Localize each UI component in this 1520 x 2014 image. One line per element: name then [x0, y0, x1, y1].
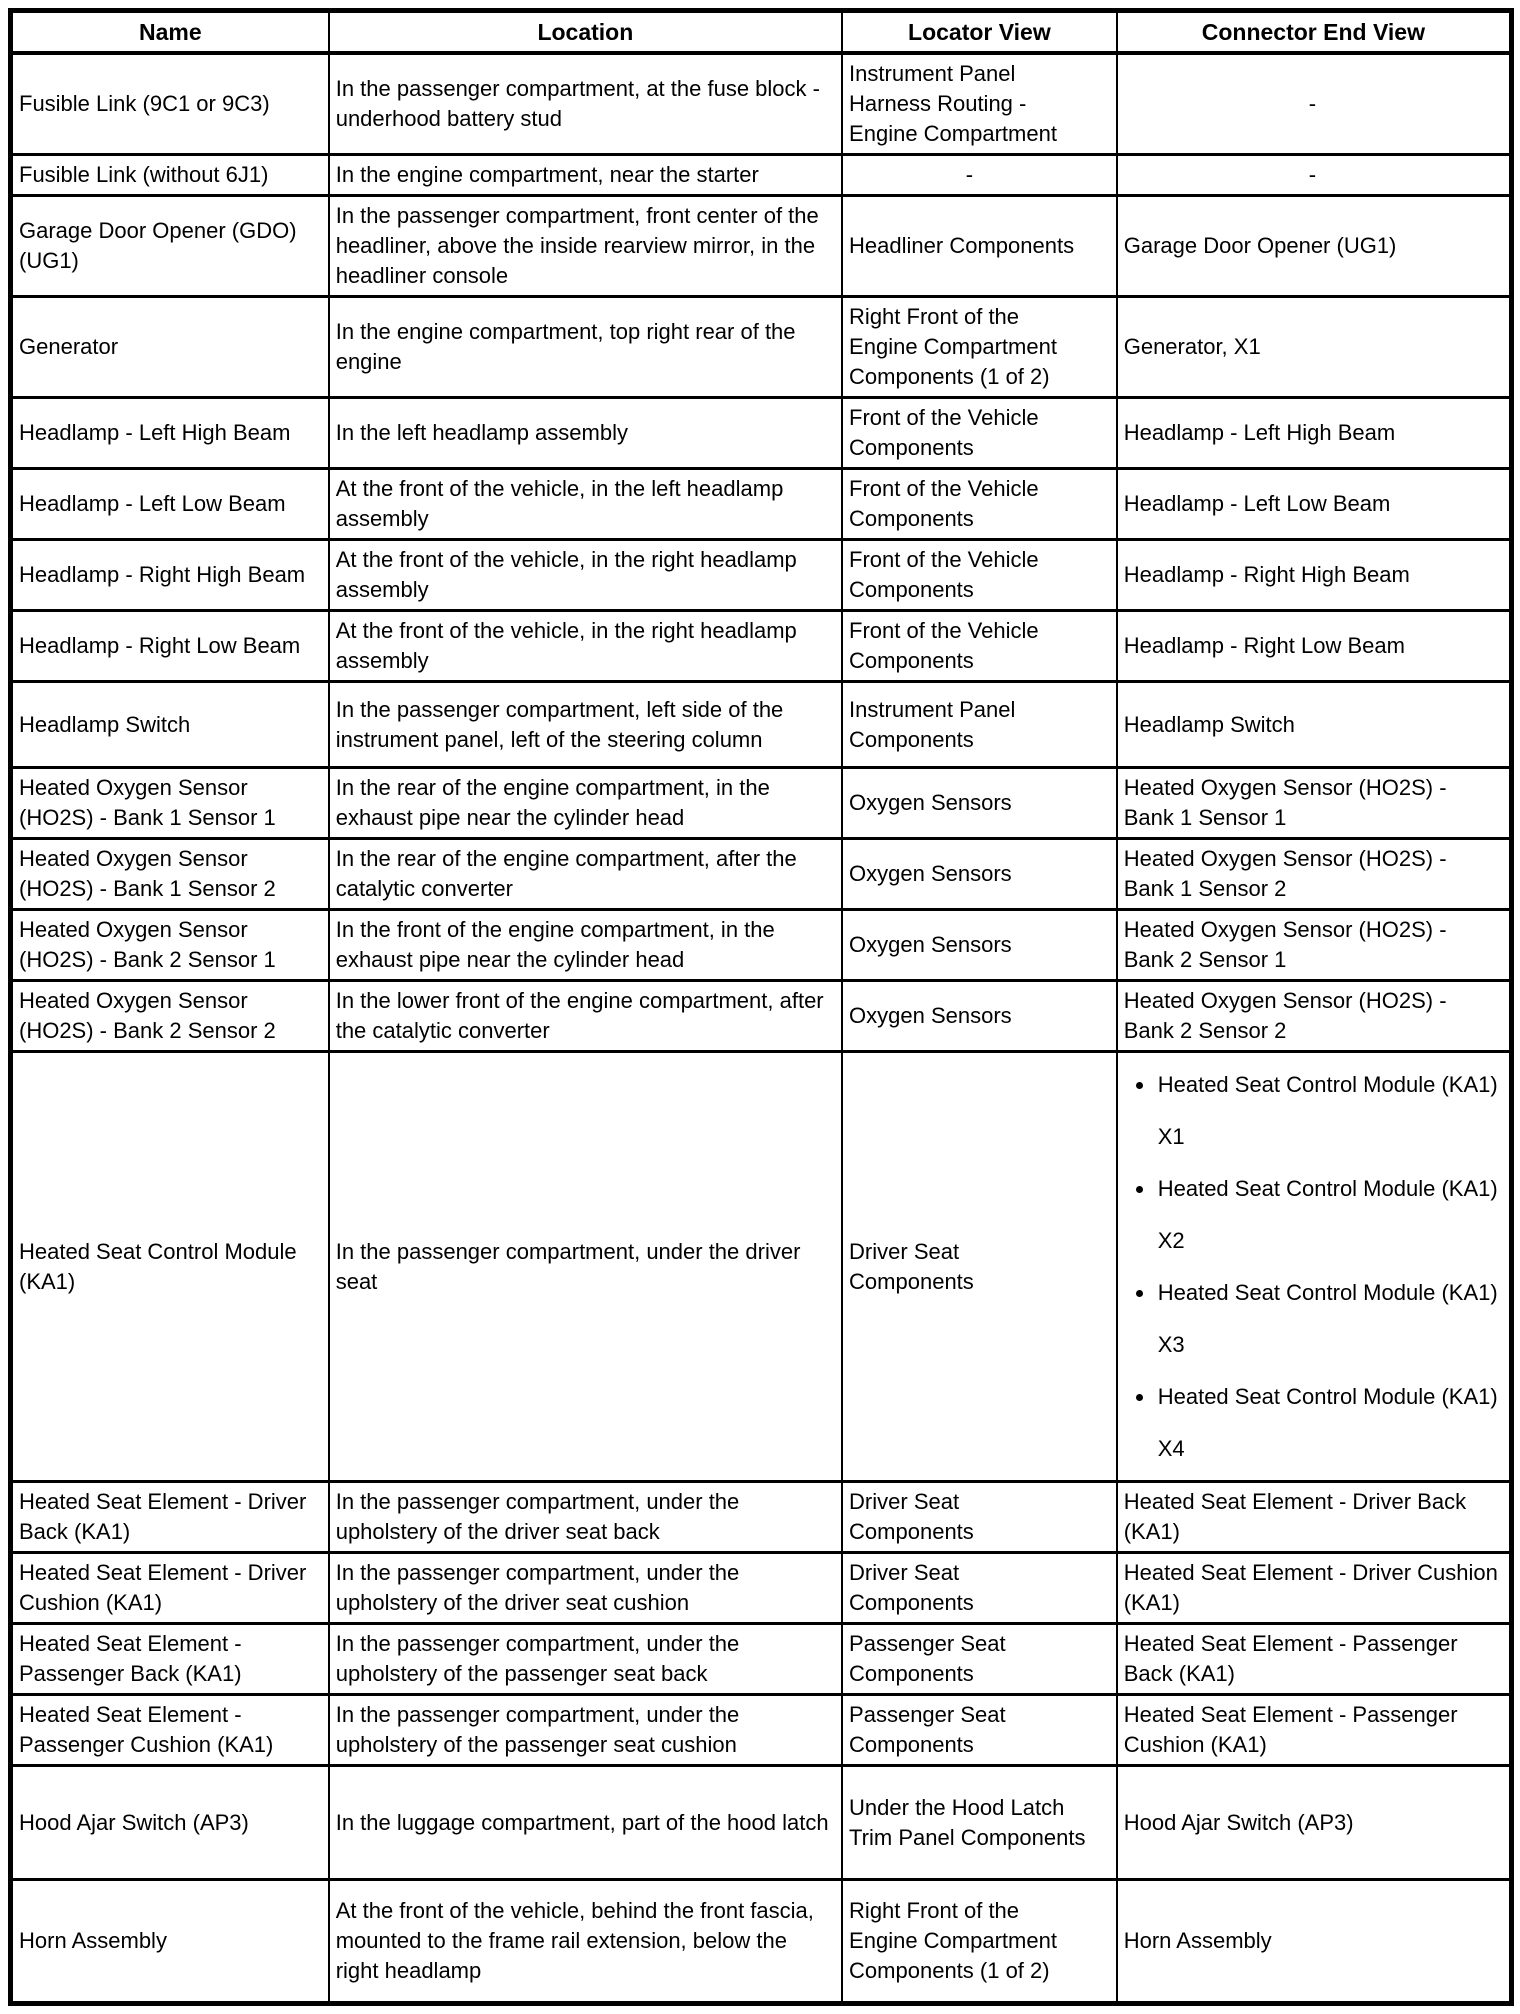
cell-connector-end-view: Hood Ajar Switch (AP3): [1117, 1766, 1512, 1880]
table-row: [11, 53, 1512, 155]
connector-bullet-list: [1124, 1059, 1501, 1475]
cell-name: Heated Seat Element - Driver Back (KA1): [11, 1482, 329, 1553]
cell-locator-view: Oxygen Sensors: [842, 839, 1117, 910]
cell-location: At the front of the vehicle, in the right headlamp assembly: [329, 540, 842, 611]
cell-name: Heated Oxygen Sensor (HO2S) - Bank 1 Sensor 1: [11, 768, 329, 839]
cell-locator-view: Driver Seat Components: [842, 1052, 1117, 1482]
column-header-connector-end-view: Connector End View: [1117, 11, 1512, 54]
cell-name: Hood Ajar Switch (AP3): [11, 1766, 329, 1880]
cell-locator-view: -: [842, 155, 1117, 196]
table-row: [11, 1482, 1512, 1553]
column-header-name: Name: [11, 11, 329, 54]
cell-locator-view: Headliner Components: [842, 196, 1117, 297]
header-row: [11, 11, 1512, 54]
table-row: [11, 540, 1512, 611]
cell-locator-view: Oxygen Sensors: [842, 910, 1117, 981]
cell-connector-end-view: -: [1117, 155, 1512, 196]
cell-location: In the passenger compartment, under the upholstery of the passenger seat cushion: [329, 1695, 842, 1766]
cell-locator-view: Driver Seat Components: [842, 1482, 1117, 1553]
cell-connector-end-view: [1117, 1052, 1512, 1482]
cell-location: In the left headlamp assembly: [329, 398, 842, 469]
table-row: [11, 1553, 1512, 1624]
table-row: [11, 469, 1512, 540]
cell-locator-view: Passenger Seat Components: [842, 1695, 1117, 1766]
cell-connector-end-view: Headlamp - Left Low Beam: [1117, 469, 1512, 540]
cell-location: In the lower front of the engine compartment, after the catalytic converter: [329, 981, 842, 1052]
cell-location: In the engine compartment, near the starter: [329, 155, 842, 196]
connector-bullet-item: • Heated Seat Control Module (KA1) X2: [1156, 1163, 1501, 1267]
cell-location: In the passenger compartment, front center of the headliner, above the inside rearview mirror, in the headliner console: [329, 196, 842, 297]
table-row: [11, 839, 1512, 910]
table-row: [11, 196, 1512, 297]
cell-connector-end-view: Heated Oxygen Sensor (HO2S) - Bank 2 Sensor 1: [1117, 910, 1512, 981]
connector-bullet-item: • Heated Seat Control Module (KA1) X1: [1156, 1059, 1501, 1163]
cell-location: In the luggage compartment, part of the hood latch: [329, 1766, 842, 1880]
cell-connector-end-view: -: [1117, 53, 1512, 155]
cell-locator-view: Right Front of the Engine Compartment Components (1 of 2): [842, 297, 1117, 398]
cell-location: In the front of the engine compartment, in the exhaust pipe near the cylinder head: [329, 910, 842, 981]
table-row: [11, 981, 1512, 1052]
column-header-locator-view: Locator View: [842, 11, 1117, 54]
cell-connector-end-view: Headlamp - Right Low Beam: [1117, 611, 1512, 682]
table-row: [11, 768, 1512, 839]
cell-connector-end-view: Heated Oxygen Sensor (HO2S) - Bank 1 Sensor 2: [1117, 839, 1512, 910]
cell-locator-view: Oxygen Sensors: [842, 981, 1117, 1052]
cell-connector-end-view: Heated Seat Element - Driver Cushion (KA1): [1117, 1553, 1512, 1624]
cell-name: Horn Assembly: [11, 1880, 329, 2004]
connector-bullet-item: • Heated Seat Control Module (KA1) X4: [1156, 1371, 1501, 1475]
cell-connector-end-view: Headlamp Switch: [1117, 682, 1512, 768]
cell-name: Garage Door Opener (GDO) (UG1): [11, 196, 329, 297]
cell-connector-end-view: Headlamp - Left High Beam: [1117, 398, 1512, 469]
cell-connector-end-view: Heated Oxygen Sensor (HO2S) - Bank 2 Sensor 2: [1117, 981, 1512, 1052]
connector-bullet-item: • Heated Seat Control Module (KA1) X3: [1156, 1267, 1501, 1371]
cell-locator-view: Instrument Panel Harness Routing - Engine Compartment: [842, 53, 1117, 155]
cell-locator-view: Front of the Vehicle Components: [842, 398, 1117, 469]
cell-locator-view: Under the Hood Latch Trim Panel Components: [842, 1766, 1117, 1880]
cell-locator-view: Front of the Vehicle Components: [842, 469, 1117, 540]
table-row: [11, 1766, 1512, 1880]
table-row: [11, 155, 1512, 196]
table-row: [11, 1052, 1512, 1482]
table-body: [11, 53, 1512, 2004]
cell-locator-view: Instrument Panel Components: [842, 682, 1117, 768]
table-row: [11, 398, 1512, 469]
cell-locator-view: Passenger Seat Components: [842, 1624, 1117, 1695]
cell-name: Heated Oxygen Sensor (HO2S) - Bank 1 Sensor 2: [11, 839, 329, 910]
cell-location: In the passenger compartment, left side of the instrument panel, left of the steering column: [329, 682, 842, 768]
cell-name: Heated Seat Control Module (KA1): [11, 1052, 329, 1482]
cell-location: In the rear of the engine compartment, in the exhaust pipe near the cylinder head: [329, 768, 842, 839]
cell-location: At the front of the vehicle, in the left headlamp assembly: [329, 469, 842, 540]
cell-locator-view: Right Front of the Engine Compartment Components (1 of 2): [842, 1880, 1117, 2004]
cell-name: Headlamp Switch: [11, 682, 329, 768]
table-header: [11, 11, 1512, 54]
cell-locator-view: Front of the Vehicle Components: [842, 540, 1117, 611]
cell-connector-end-view: Heated Seat Element - Passenger Back (KA1): [1117, 1624, 1512, 1695]
cell-connector-end-view: Generator, X1: [1117, 297, 1512, 398]
cell-connector-end-view: Garage Door Opener (UG1): [1117, 196, 1512, 297]
cell-connector-end-view: Headlamp - Right High Beam: [1117, 540, 1512, 611]
cell-name: Heated Seat Element - Passenger Cushion (KA1): [11, 1695, 329, 1766]
cell-connector-end-view: Heated Seat Element - Passenger Cushion (KA1): [1117, 1695, 1512, 1766]
cell-location: In the passenger compartment, under the upholstery of the passenger seat back: [329, 1624, 842, 1695]
table-row: [11, 1695, 1512, 1766]
cell-name: Headlamp - Right High Beam: [11, 540, 329, 611]
cell-location: In the passenger compartment, under the driver seat: [329, 1052, 842, 1482]
cell-locator-view: Front of the Vehicle Components: [842, 611, 1117, 682]
table-row: [11, 611, 1512, 682]
cell-connector-end-view: Heated Seat Element - Driver Back (KA1): [1117, 1482, 1512, 1553]
cell-name: Fusible Link (without 6J1): [11, 155, 329, 196]
column-header-location: Location: [329, 11, 842, 54]
cell-location: In the rear of the engine compartment, after the catalytic converter: [329, 839, 842, 910]
cell-name: Generator: [11, 297, 329, 398]
cell-location: At the front of the vehicle, in the right headlamp assembly: [329, 611, 842, 682]
cell-name: Heated Seat Element - Passenger Back (KA1): [11, 1624, 329, 1695]
cell-name: Heated Oxygen Sensor (HO2S) - Bank 2 Sensor 2: [11, 981, 329, 1052]
cell-connector-end-view: Horn Assembly: [1117, 1880, 1512, 2004]
cell-name: Fusible Link (9C1 or 9C3): [11, 53, 329, 155]
cell-name: Headlamp - Left High Beam: [11, 398, 329, 469]
cell-name: Heated Oxygen Sensor (HO2S) - Bank 2 Sensor 1: [11, 910, 329, 981]
component-location-table: [8, 8, 1514, 2006]
table-row: [11, 1624, 1512, 1695]
table-row: [11, 910, 1512, 981]
cell-location: In the passenger compartment, under the upholstery of the driver seat cushion: [329, 1553, 842, 1624]
cell-location: In the engine compartment, top right rear of the engine: [329, 297, 842, 398]
cell-location: At the front of the vehicle, behind the front fascia, mounted to the frame rail extension, below the right headlamp: [329, 1880, 842, 2004]
table-row: [11, 297, 1512, 398]
cell-name: Headlamp - Right Low Beam: [11, 611, 329, 682]
cell-locator-view: Driver Seat Components: [842, 1553, 1117, 1624]
cell-location: In the passenger compartment, at the fuse block - underhood battery stud: [329, 53, 842, 155]
cell-locator-view: Oxygen Sensors: [842, 768, 1117, 839]
table-row: [11, 1880, 1512, 2004]
cell-location: In the passenger compartment, under the upholstery of the driver seat back: [329, 1482, 842, 1553]
table-row: [11, 682, 1512, 768]
cell-name: Heated Seat Element - Driver Cushion (KA1): [11, 1553, 329, 1624]
cell-connector-end-view: Heated Oxygen Sensor (HO2S) - Bank 1 Sensor 1: [1117, 768, 1512, 839]
cell-name: Headlamp - Left Low Beam: [11, 469, 329, 540]
